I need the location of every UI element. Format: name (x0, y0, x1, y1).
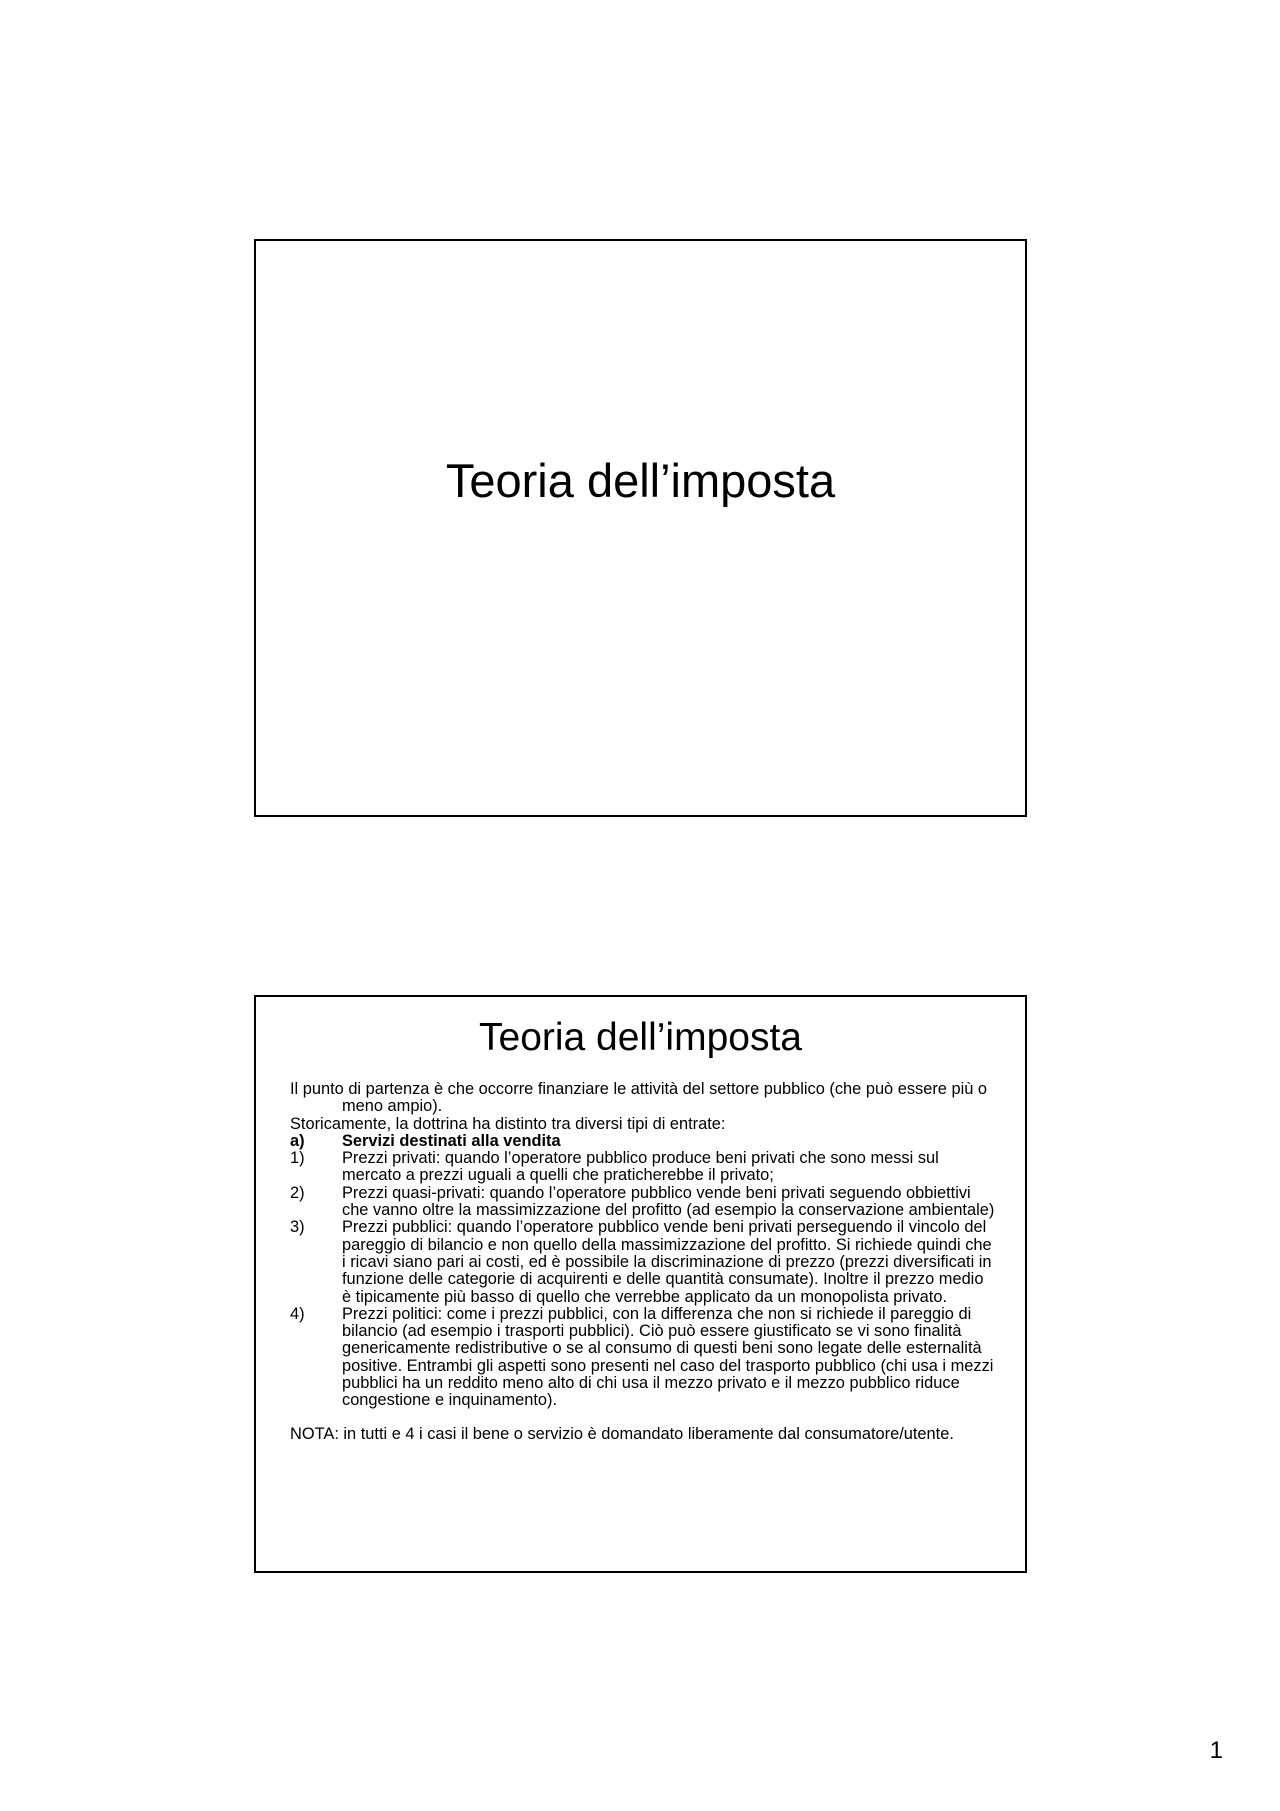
spacer (290, 1410, 997, 1426)
slide-2 (254, 995, 1027, 1573)
page-number: 1 (1209, 1737, 1223, 1764)
list-item-marker: 2) (290, 1183, 305, 1202)
section-heading (290, 1133, 997, 1150)
list-item-marker: 1) (290, 1149, 305, 1168)
list-item (290, 1306, 997, 1410)
slide-2-body (290, 1081, 997, 1443)
list-item (290, 1185, 997, 1220)
list-item-text: Prezzi politici: come i prezzi pubblici, con la differenza che non si richiede il pareggio di bilancio (ad esempio i trasporti pubblici). Ciò può essere giustificato se vi sono finalità genericamente redistributive o se al consumo di questi beni sono legate delle esternalità positive. Entrambi gli aspetti sono presenti nel caso del trasporto pubblico (chi usa i mezzi pubblici ha un reddito meno alto di chi usa il mezzo privato e il mezzo pubblico riduce congestione e inquinamento). (342, 1304, 994, 1410)
section-marker: a) (290, 1131, 305, 1150)
list-item-text: Prezzi pubblici: quando l’operatore pubblico vende beni privati perseguendo il vincolo del pareggio di bilancio e non quello della massimizzazione del profitto. Si richiede quindi che i ricavi siano pari ai costi, ed è possibile la discriminazione di prezzo (prezzi diversificati in funzione delle categorie di acquirenti e delle quantità consumate). Inoltre il prezzo medio è tipicamente più basso di quello che verrebbe applicato da un monopolista privato. (342, 1218, 992, 1306)
slide-1 (254, 239, 1027, 817)
list-item-marker: 3) (290, 1218, 305, 1237)
section-label: Servizi destinati alla vendita (342, 1131, 561, 1150)
note-paragraph: NOTA: in tutti e 4 i casi il bene o servizio è domandato liberamente dal consumatore/utente. (290, 1424, 954, 1443)
list-item-text: Prezzi quasi-privati: quando l’operatore pubblico vende beni privati seguendo obbiettivi che vanno oltre la massimizzazione del profitto (ad esempio la conservazione ambientale) (342, 1183, 995, 1220)
list-item-marker: 4) (290, 1304, 305, 1323)
slide-1-title: Teoria dell’imposta (445, 454, 836, 507)
list-item (290, 1150, 997, 1185)
list-item (290, 1219, 997, 1305)
list-item-text: Prezzi privati: quando l’operatore pubblico produce beni privati che sono messi sul mercato a prezzi uguali a quelli che praticherebbe il privato; (342, 1149, 939, 1185)
slide-2-title: Teoria dell’imposta (479, 1016, 802, 1059)
intro-paragraph: Il punto di partenza è che occorre finanziare le attività del settore pubblico (che può essere più o meno ampio). (290, 1080, 988, 1116)
intro-paragraph: Storicamente, la dottrina ha distinto tra diversi tipi di entrate: (290, 1114, 726, 1133)
